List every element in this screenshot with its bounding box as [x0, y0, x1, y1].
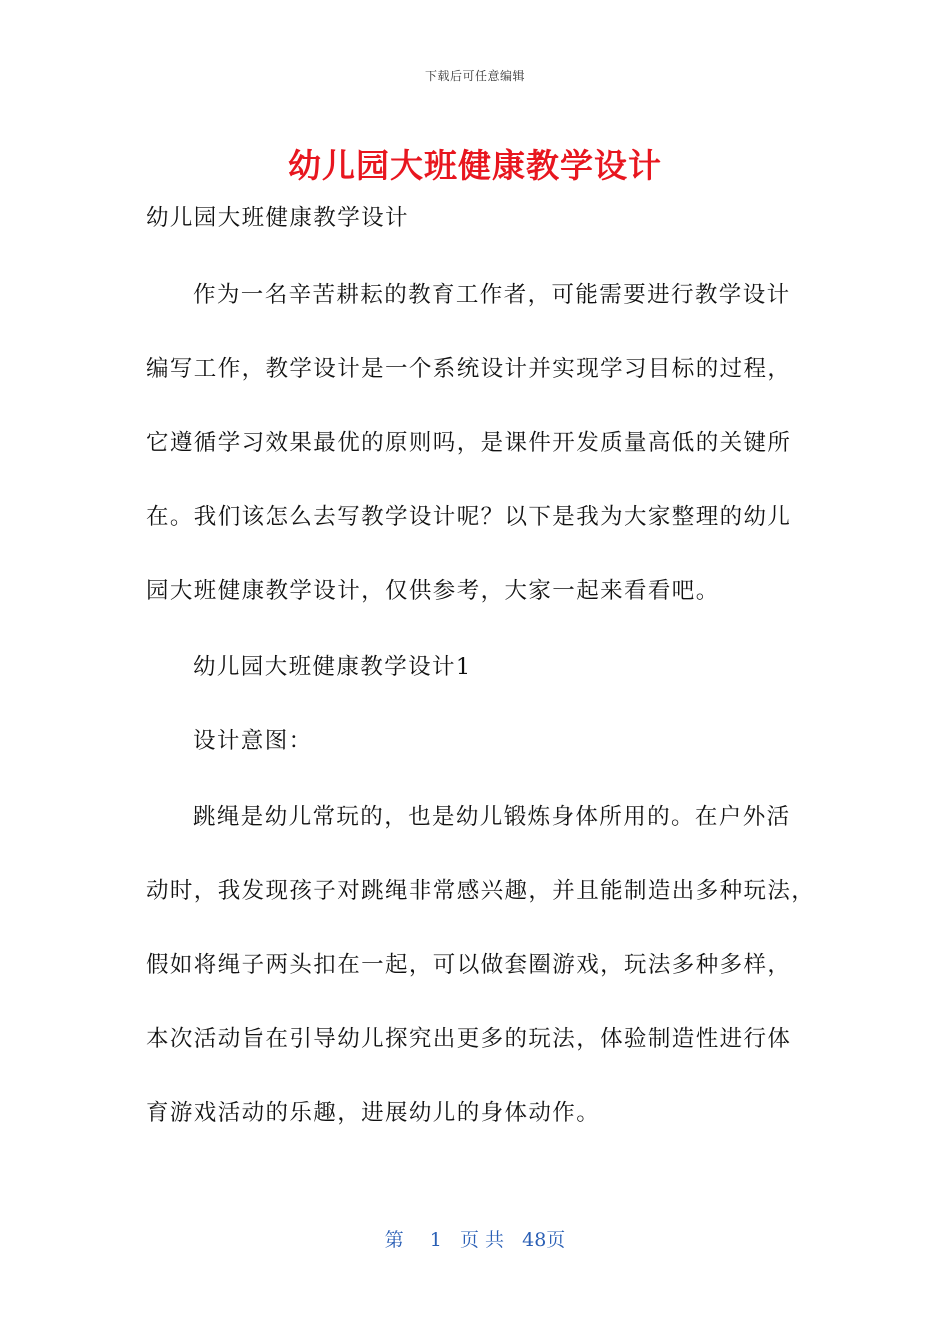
subtitle-line: 幼儿园大班健康教学设计: [146, 205, 409, 231]
paragraph-line: 育游戏活动的乐趣，进展幼儿的身体动作。: [146, 1100, 601, 1126]
paragraph-line: 它遵循学习效果最优的原则吗，是课件开发质量高低的关键所: [146, 430, 792, 456]
page-footer: [0, 1225, 950, 1252]
paragraph-line: 假如将绳子两头扣在一起，可以做套圈游戏，玩法多种多样，: [146, 952, 792, 978]
paragraph-line: 本次活动旨在引导幼儿探究出更多的玩法，体验制造性进行体: [146, 1026, 792, 1052]
section-subheading: 设计意图：: [193, 728, 313, 754]
footer-mid: 页 共: [459, 1229, 505, 1251]
paragraph-line: 作为一名辛苦耕耘的教育工作者，可能需要进行教学设计: [193, 282, 791, 308]
header-note: 下载后可任意编辑: [424, 69, 525, 83]
paragraph-line: 在。我们该怎么去写教学设计呢？以下是我为大家整理的幼儿: [146, 504, 792, 530]
total-pages: 48: [522, 1229, 547, 1251]
paragraph-line: 跳绳是幼儿常玩的，也是幼儿锻炼身体所用的。在户外活: [193, 804, 791, 830]
document-title: 幼儿园大班健康教学设计: [288, 146, 662, 185]
footer-prefix: 第: [384, 1229, 404, 1251]
paragraph-line: 园大班健康教学设计，仅供参考，大家一起来看看吧。: [146, 578, 720, 604]
paragraph-line: 动时，我发现孩子对跳绳非常感兴趣，并且能制造出多种玩法，: [146, 878, 816, 904]
paragraph-line: 编写工作，教学设计是一个系统设计并实现学习目标的过程，: [146, 356, 792, 382]
current-page-number: 1: [429, 1229, 442, 1251]
section-heading: 幼儿园大班健康教学设计1: [193, 654, 472, 680]
footer-suffix: 页: [546, 1229, 566, 1251]
